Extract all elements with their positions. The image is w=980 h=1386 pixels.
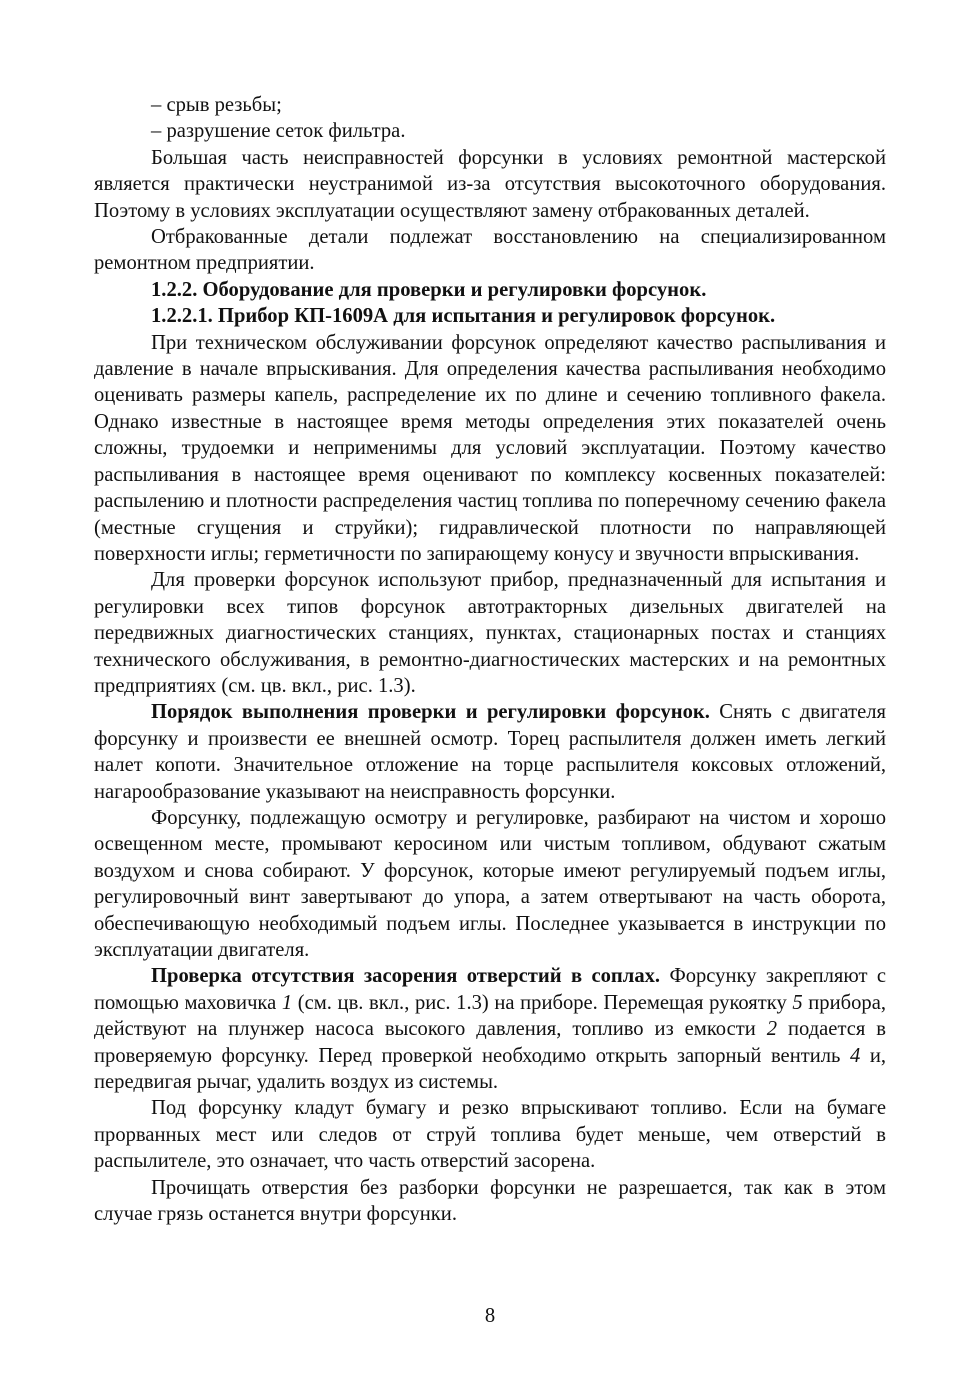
- paragraph: [94, 699, 886, 805]
- document-page: [94, 92, 886, 1227]
- paragraph: При техническом обслуживании форсунок определяют качество распыливания и давление в начале впрыскивания. Для определения качества распыливания необходимо оценивать размеры капель, распределение их по длине и сечению топливного факела. Однако известные в настоящее время методы определения этих показателей очень сложны, трудоемки и неприменимы для условий эксплуатации. Поэтому качество распыливания в настоящее время оценивают по комплексу косвенных показателей: распылению и плотности распределения частиц топлива по поперечному сечению факела (местные сгущения и струйки); гидравлической плотности по направляющей поверхности иглы; герметичности по запирающему конусу и звучности впрыскивания.: [94, 331, 886, 565]
- section-heading: 1.2.2. Оборудование для проверки и регулировки форсунок.: [151, 278, 707, 301]
- paragraph-text: прибора, действуют на плунжер насоса высокого давления, топливо из емкости: [94, 991, 886, 1041]
- list-item: – разрушение сеток фильтра.: [151, 120, 406, 143]
- paragraph-text: Форсунку закрепляют с помощью маховичка: [94, 965, 886, 1014]
- paragraph-text: и, передвигая рычаг, удалить воздух из системы.: [94, 1044, 886, 1094]
- paragraph: Большая часть неисправностей форсунки в условиях ремонтной мастерской является практически неустранимой из-за отсутствия высокоточного оборудования. Поэтому в условиях эксплуатации осуществляют замену отбракованных деталей.: [94, 146, 886, 222]
- paragraph: Под форсунку кладут бумагу и резко впрыскивают топливо. Если на бумаге прорванных мест или следов от струй топлива будет меньше, чем отверстий в распылителе, это означает, что часть отверстий засорена.: [94, 1097, 886, 1173]
- paragraph-text: Снять с двигателя форсунку и произвести ее внешней осмотр. Торец распылителя должен иметь легкий налет копоти. Значительное отложение на торце распылителя коксовых отложений, нагарообразование указывают на неисправность форсунки.: [94, 701, 886, 803]
- figure-ref-number: 5: [792, 991, 803, 1014]
- list-item: – срыв резьбы;: [151, 94, 282, 116]
- inline-heading: Проверка отсутствия засорения отверстий в соплах.: [151, 965, 661, 988]
- paragraph: [94, 963, 886, 1095]
- paragraph: Прочищать отверстия без разборки форсунки не разрешается, так как в этом случае грязь останется внутри форсунки.: [94, 1176, 886, 1226]
- figure-ref-number: 4: [849, 1044, 861, 1067]
- figure-ref-number: 1: [281, 991, 293, 1014]
- figure-ref-number: 2: [766, 1018, 778, 1041]
- paragraph: Форсунку, подлежащую осмотру и регулировке, разбирают на чистом и хорошо освещенном месте, промывают керосином или чистым топливом, обдувают сжатым воздухом и снова собирают. У форсунок, которые имеют регулируемый подъем иглы, регулировочный винт завертывают до упора, а затем отвертывают на часть оборота, обеспечивающую необходимый подъем иглы. Последнее указывается в инструкции по эксплуатации двигателя.: [94, 806, 886, 961]
- paragraph-text: подается в проверяемую форсунку. Перед проверкой необходимо открыть запорный вентиль: [94, 1018, 886, 1067]
- subsection-heading: 1.2.2.1. Прибор КП-1609А для испытания и регулировок форсунок.: [151, 305, 776, 328]
- page-number: 8: [484, 1305, 496, 1327]
- paragraph: Для проверки форсунок используют прибор, предназначенный для испытания и регулировки всех типов форсунок автотракторных дизельных двигателей на передвижных диагностических станциях, пунктах, стационарных постах и станциях технического обслуживания, в ремонтно-диагностических мастерских и на ремонтных предприятиях (см. цв. вкл., рис. 1.3).: [94, 569, 886, 697]
- paragraph-text: (см. цв. вкл., рис. 1.3) на приборе. Перемещая рукоятку: [292, 991, 793, 1014]
- paragraph: Отбракованные детали подлежат восстановлению на специализированном ремонтном предприятии.: [94, 226, 886, 275]
- inline-heading: Порядок выполнения проверки и регулировки форсунок.: [151, 701, 710, 724]
